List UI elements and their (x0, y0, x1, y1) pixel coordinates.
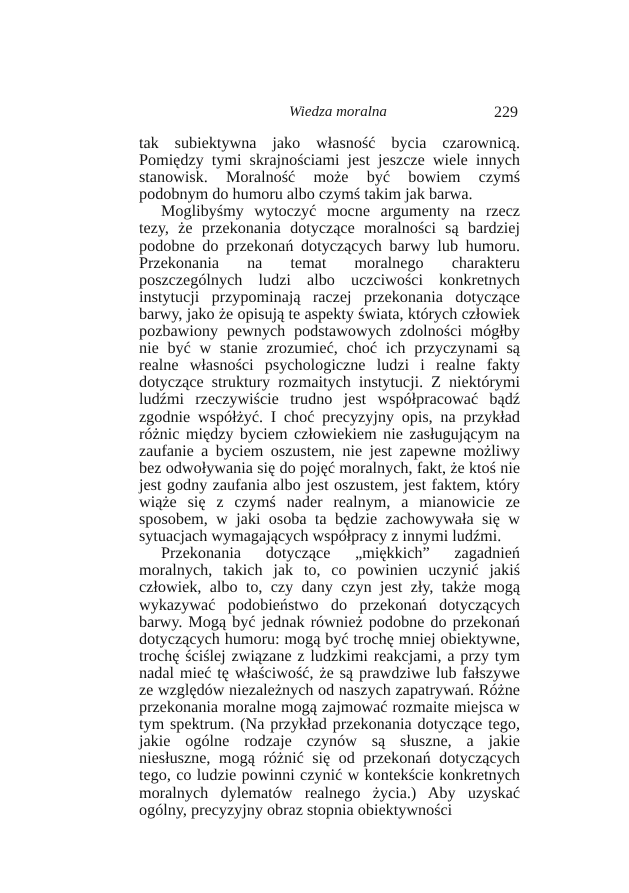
page-number: 229 (494, 104, 518, 121)
running-header (139, 104, 520, 126)
paragraph: Moglibyśmy wytoczyć mocne argumenty na rzecz tezy, że przekonania dotyczące moralności są bardziej podobne do przekonań dotyczących barwy lub humoru. Przekonania na temat moralnego charakteru poszczególnych ludzi albo uczciwości konkretnych instytucji przypominają raczej przekonania dotyczące barwy, jako że opisują te aspekty świata, których człowiek pozbawiony pewnych podstawowych zdolności mógłby nie być w stanie zrozumieć, choć ich przyczynami są realne własności psychologiczne ludzi i realne fakty dotyczące struktury rozmaitych instytucji. Z niektórymi ludźmi rzeczywiście trudno jest współpracować bądź zgodnie współżyć. I choć precyzyjny opis, na przykład różnic między byciem człowiekiem nie zasługującym na zaufanie a byciem oszustem, nie jest zapewne możliwy bez odwoływania się do pojęć moralnych, fakt, że ktoś nie jest godny zaufania albo jest oszustem, jest faktem, który wiąże się z czymś nader realnym, a mianowicie ze sposobem, w jaki osoba ta będzie zachowywała się w sytuacjach wymagających współpracy z innymi ludźmi. (139, 202, 520, 546)
body-text (139, 135, 520, 819)
paragraph: tak subiektywna jako własność bycia czarownicą. Pomiędzy tymi skrajnościami jest jeszcze wiele innych stanowisk. Moralność może być bowiem czymś podobnym do humoru albo czymś takim jak barwa. (139, 134, 520, 204)
running-title: Wiedza moralna (289, 104, 387, 120)
paragraph: Przekonania dotyczące „miękkich” zagadnień moralnych, takich jak to, co powinien uczynić jakiś człowiek, albo to, czy dany czyn jest zły, także mogą wykazywać podobieństwo do przekonań dotyczących barwy. Mogą być jednak również podobne do przekonań dotyczących humoru: mogą być trochę mniej obiektywne, trochę ściślej związane z ludzkimi reakcjami, a przy tym nadal mieć tę właściwość, że są prawdziwe lub fałszywe ze względów niezależnych od naszych zapatrywań. Różne przekonania moralne mogą zajmować rozmaite miejsca w tym spektrum. (Na przykład przekonania dotyczące tego, jakie ogólne rodzaje czynów są słuszne, a jakie niesłuszne, mogą różnić się od przekonań dotyczących tego, co ludzie powinni czynić w kontekście konkretnych moralnych dylematów realnego życia.) Aby uzyskać ogólny, precyzyjny obraz stopnia obiektywności (139, 544, 520, 819)
